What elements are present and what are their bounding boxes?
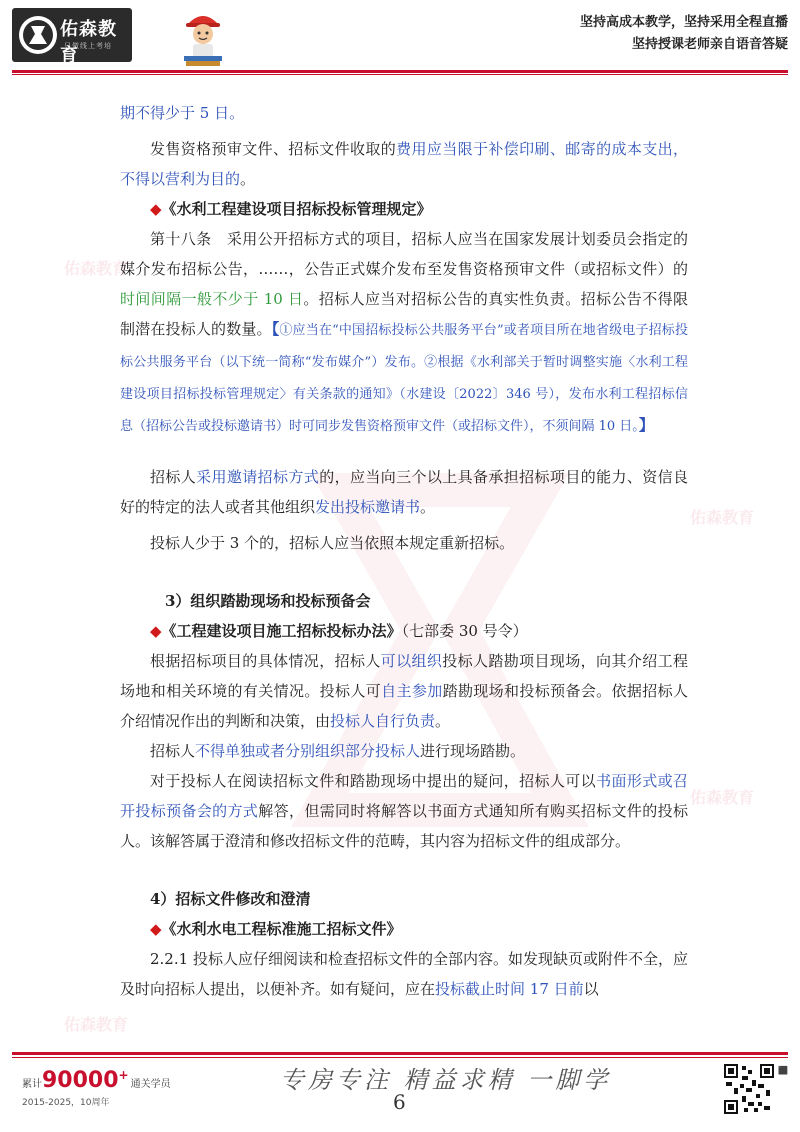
- document-body: [120, 98, 688, 1004]
- section-heading: ◆《工程建设项目施工招标投标办法》（七部委 30 号令）: [150, 622, 528, 640]
- brand-name: 佑森教育: [60, 19, 117, 66]
- section-heading: ◆《水利工程建设项目招标投标管理规定》: [150, 200, 432, 218]
- anniversary-years: 2015-2025，10周年: [22, 1098, 110, 1108]
- footer-rule-thin: [12, 1057, 788, 1058]
- slogan-line-1: 坚持高成本教学，坚持采用全程直播: [579, 15, 788, 30]
- watermark-logo: 佑森教育: [690, 508, 755, 527]
- brand-tagline: 只做线上考培: [64, 42, 112, 50]
- footer-rule: [12, 1052, 788, 1055]
- paragraph: 期不得少于 5 日。: [120, 104, 245, 122]
- watermark-logo: 佑森教育: [690, 788, 755, 807]
- diamond-bullet-icon: ◆: [150, 920, 162, 938]
- qr-code-icon: [724, 1064, 774, 1114]
- cumulative-label: 累计: [22, 1079, 42, 1090]
- pass-label: 通关学员: [130, 1079, 171, 1090]
- annotation-note: ①应当在“中国招标投标公共服务平台”或者项目所在地省级电子招标投标公共服务平台（以下统一简称“发布媒介”）发布。②根据《水利部关于暂时调整实施〈水利工程建设项目招标投标管理规定〉有关条款的通知》（水建设〔2022〕346 号），发布水利工程招标信息（招标公告或投标邀请书）时可同步发售资格预审文件（或招标文件），不须间隔 10 日。: [120, 323, 688, 434]
- paragraph: 发售资格预审文件、招标文件收取的费用应当限于补偿印刷、邮寄的成本支出，不得以营利为目的。: [120, 140, 688, 188]
- footer-stats: 累计90000+通关学员 2015-2025，10周年: [22, 1068, 171, 1108]
- section-heading: ◆《水利水电工程标准施工招标文件》: [150, 920, 402, 938]
- learner-count: 90000: [42, 1068, 119, 1093]
- page-header: [0, 0, 800, 75]
- paragraph: 招标人采用邀请招标方式的，应当向三个以上具备承担招标项目的能力、资信良好的特定的法人或者其他组织发出投标邀请书。: [120, 468, 688, 516]
- slogan-line-2: 坚持授课老师亲自语音答疑: [631, 37, 788, 52]
- paragraph: 对于投标人在阅读招标文件和踏勘现场中提出的疑问，招标人可以书面形式或召开投标预备会的方式解答，但需同时将解答以书面方式通知所有购买招标文件的投标人。该解答属于澄清和修改招标文件的范畴，其内容为招标文件的组成部分。: [120, 772, 688, 850]
- header-rule-thin: [12, 74, 788, 75]
- header-slogan: [580, 12, 788, 56]
- diamond-bullet-icon: ◆: [150, 200, 162, 218]
- watermark-logo: 佑森教育: [64, 259, 129, 278]
- paragraph: 第十八条 采用公开招标方式的项目，招标人应当在国家发展计划委员会指定的媒介发布招标公告，……，公告正式媒介发布至发售资格预审文件（或招标文件）的时间间隔一般不少于 10 日。招标人应当对招标公告的真实性负责。招标公告不得限制潜在投标人的数量。【①应当在“中国招标投标公共服务平台”或者项目所在地省级电子招标投标公共服务平台（以下统一简称“发布媒介”）发布。②根据《水利部关于暂时调整实施〈水利工程建设项目招标投标管理规定〉有关条款的通知》（水建设〔2022〕346 号），发布水利工程招标信息（招标公告或投标邀请书）时可同步发售资格预审文件（或招标文件），不须间隔 10 日。】: [120, 230, 688, 434]
- handwritten-signature: 专房专注 精益求精 一脚学: [280, 1066, 612, 1094]
- paragraph: 根据招标项目的具体情况，招标人可以组织投标人踏勘项目现场，向其介绍工程场地和相关环境的有关情况。投标人可自主参加踏勘现场和投标预备会。依据招标人介绍情况作出的判断和决策，由投标人自行负责。: [120, 652, 688, 730]
- mascot-icon: [178, 8, 228, 68]
- subsection-title: 3）组织踏勘现场和投标预备会: [165, 592, 371, 610]
- paragraph: 投标人少于 3 个的，招标人应当依照本规定重新招标。: [150, 534, 515, 552]
- paragraph: 招标人不得单独或者分别组织部分投标人进行现场踏勘。: [150, 742, 526, 760]
- paragraph: 2.2.1 投标人应仔细阅读和检查招标文件的全部内容。如发现缺页或附件不全，应及时向招标人提出，以便补齐。如有疑问，应在投标截止时间 17 日前以: [120, 950, 688, 998]
- brand-logo: [12, 8, 132, 66]
- subsection-title: 4）招标文件修改和澄清: [150, 890, 311, 908]
- watermark-logo: 佑森教育: [64, 1015, 129, 1034]
- diamond-bullet-icon: ◆: [150, 622, 162, 640]
- header-rule: [12, 70, 788, 73]
- brand-seal-icon: [17, 14, 59, 56]
- qr-side-label: ⬛: [778, 1066, 788, 1075]
- page-number: 6: [393, 1090, 406, 1114]
